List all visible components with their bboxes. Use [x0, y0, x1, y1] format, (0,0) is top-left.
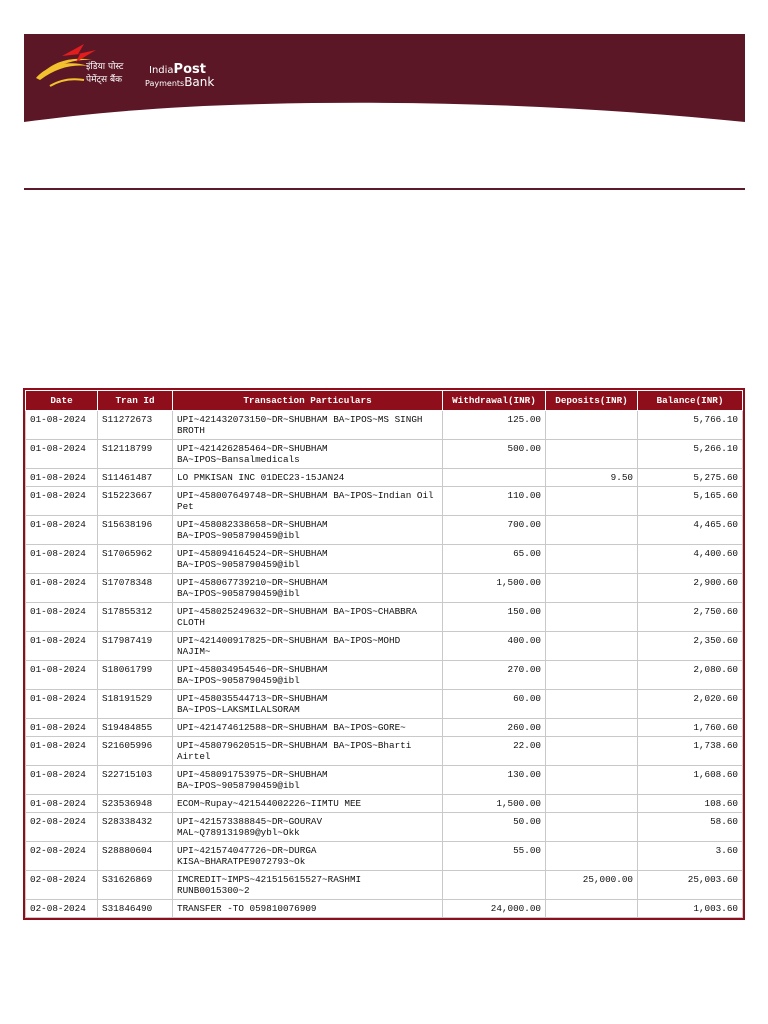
cell-particulars: UPI~421432073150~DR~SHUBHAM BA~IPOS~MS SINGH BROTH [173, 411, 443, 440]
cell-balance: 5,165.60 [638, 487, 743, 516]
table-row [26, 545, 743, 574]
cell-balance: 1,003.60 [638, 900, 743, 918]
cell-date: 01-08-2024 [26, 737, 98, 766]
cell-tran-id: S19484855 [98, 719, 173, 737]
column-header-tran-id: Tran Id [98, 391, 173, 411]
cell-tran-id: S21605996 [98, 737, 173, 766]
cell-tran-id: S17078348 [98, 574, 173, 603]
table-row [26, 516, 743, 545]
table-row [26, 632, 743, 661]
cell-date: 01-08-2024 [26, 632, 98, 661]
cell-balance: 2,750.60 [638, 603, 743, 632]
brand-payments-text: Payments [145, 79, 185, 88]
cell-balance: 4,400.60 [638, 545, 743, 574]
cell-tran-id: S23536948 [98, 795, 173, 813]
cell-tran-id: S15223667 [98, 487, 173, 516]
cell-particulars: UPI~421426285464~DR~SHUBHAM BA~IPOS~Bansalmedicals [173, 440, 443, 469]
cell-deposits [546, 516, 638, 545]
cell-balance: 2,350.60 [638, 632, 743, 661]
cell-balance: 3.60 [638, 842, 743, 871]
cell-deposits [546, 574, 638, 603]
cell-particulars: UPI~458094164524~DR~SHUBHAM BA~IPOS~9058790459@ibl [173, 545, 443, 574]
cell-balance: 4,465.60 [638, 516, 743, 545]
cell-withdrawal: 150.00 [443, 603, 546, 632]
cell-date: 01-08-2024 [26, 516, 98, 545]
table-header-row [26, 391, 743, 411]
cell-date: 02-08-2024 [26, 871, 98, 900]
cell-deposits [546, 737, 638, 766]
cell-date: 01-08-2024 [26, 719, 98, 737]
cell-withdrawal: 65.00 [443, 545, 546, 574]
cell-date: 01-08-2024 [26, 661, 98, 690]
brand-post-text: Post [173, 62, 206, 77]
cell-deposits: 25,000.00 [546, 871, 638, 900]
header-divider [24, 188, 745, 190]
table-row [26, 440, 743, 469]
cell-withdrawal [443, 871, 546, 900]
cell-tran-id: S11461487 [98, 469, 173, 487]
transactions-table [25, 390, 743, 918]
brand-hindi-line2: पेमेंट्स बैंक [86, 75, 123, 85]
cell-deposits [546, 719, 638, 737]
cell-withdrawal: 110.00 [443, 487, 546, 516]
cell-deposits [546, 411, 638, 440]
cell-tran-id: S31626869 [98, 871, 173, 900]
cell-deposits [546, 900, 638, 918]
cell-deposits [546, 440, 638, 469]
cell-withdrawal: 125.00 [443, 411, 546, 440]
cell-date: 01-08-2024 [26, 603, 98, 632]
cell-withdrawal: 1,500.00 [443, 574, 546, 603]
column-header-balance: Balance(INR) [638, 391, 743, 411]
table-body [26, 411, 743, 918]
table-row [26, 737, 743, 766]
cell-withdrawal: 55.00 [443, 842, 546, 871]
cell-particulars: UPI~421400917825~DR~SHUBHAM BA~IPOS~MOHD NAJIM~ [173, 632, 443, 661]
brand-english-line2 [145, 75, 214, 89]
cell-balance: 2,900.60 [638, 574, 743, 603]
cell-tran-id: S22715103 [98, 766, 173, 795]
table-row [26, 603, 743, 632]
cell-balance: 1,738.60 [638, 737, 743, 766]
cell-particulars: LO PMKISAN INC 01DEC23-15JAN24 [173, 469, 443, 487]
cell-deposits [546, 766, 638, 795]
cell-balance: 108.60 [638, 795, 743, 813]
cell-tran-id: S15638196 [98, 516, 173, 545]
brand-hindi-line1: इंडिया पोस्ट [86, 62, 124, 72]
cell-particulars: UPI~458034954546~DR~SHUBHAM BA~IPOS~9058790459@ibl [173, 661, 443, 690]
table-row [26, 574, 743, 603]
cell-withdrawal: 50.00 [443, 813, 546, 842]
cell-deposits [546, 632, 638, 661]
cell-tran-id: S18061799 [98, 661, 173, 690]
cell-deposits: 9.50 [546, 469, 638, 487]
cell-particulars: ECOM~Rupay~421544002226~IIMTU MEE [173, 795, 443, 813]
table-row [26, 842, 743, 871]
cell-withdrawal: 500.00 [443, 440, 546, 469]
cell-withdrawal: 700.00 [443, 516, 546, 545]
cell-tran-id: S17987419 [98, 632, 173, 661]
cell-tran-id: S12118799 [98, 440, 173, 469]
table-row [26, 719, 743, 737]
cell-withdrawal: 60.00 [443, 690, 546, 719]
cell-particulars: UPI~458082338658~DR~SHUBHAM BA~IPOS~9058790459@ibl [173, 516, 443, 545]
table-row [26, 766, 743, 795]
cell-deposits [546, 842, 638, 871]
cell-date: 02-08-2024 [26, 900, 98, 918]
cell-date: 01-08-2024 [26, 545, 98, 574]
cell-deposits [546, 813, 638, 842]
cell-withdrawal: 1,500.00 [443, 795, 546, 813]
cell-tran-id: S18191529 [98, 690, 173, 719]
cell-particulars: UPI~421474612588~DR~SHUBHAM BA~IPOS~GORE~ [173, 719, 443, 737]
cell-balance: 2,020.60 [638, 690, 743, 719]
cell-deposits [546, 795, 638, 813]
table-row [26, 469, 743, 487]
cell-tran-id: S17065962 [98, 545, 173, 574]
cell-balance: 58.60 [638, 813, 743, 842]
cell-balance: 5,766.10 [638, 411, 743, 440]
cell-tran-id: S11272673 [98, 411, 173, 440]
cell-tran-id: S28338432 [98, 813, 173, 842]
table-row [26, 487, 743, 516]
column-header-deposits: Deposits(INR) [546, 391, 638, 411]
table-row [26, 690, 743, 719]
cell-date: 01-08-2024 [26, 411, 98, 440]
column-header-date: Date [26, 391, 98, 411]
brand-india-text: India [149, 65, 174, 76]
cell-particulars: IMCREDIT~IMPS~421515615527~RASHMI RUNB0015300~2 [173, 871, 443, 900]
cell-date: 01-08-2024 [26, 690, 98, 719]
cell-balance: 5,275.60 [638, 469, 743, 487]
cell-deposits [546, 690, 638, 719]
cell-date: 01-08-2024 [26, 487, 98, 516]
cell-balance: 25,003.60 [638, 871, 743, 900]
table-row [26, 871, 743, 900]
cell-balance: 5,266.10 [638, 440, 743, 469]
cell-tran-id: S28880604 [98, 842, 173, 871]
cell-deposits [546, 661, 638, 690]
cell-balance: 1,760.60 [638, 719, 743, 737]
cell-particulars: UPI~458079620515~DR~SHUBHAM BA~IPOS~Bharti Airtel [173, 737, 443, 766]
table-row [26, 900, 743, 918]
cell-particulars: UPI~421573388845~DR~GOURAV MAL~Q789131989@ybl~Okk [173, 813, 443, 842]
cell-withdrawal: 260.00 [443, 719, 546, 737]
india-post-payments-bank-logo [32, 40, 215, 90]
brand-bank-text: Bank [184, 75, 215, 89]
cell-withdrawal [443, 469, 546, 487]
cell-withdrawal: 24,000.00 [443, 900, 546, 918]
cell-deposits [546, 545, 638, 574]
cell-withdrawal: 400.00 [443, 632, 546, 661]
cell-date: 01-08-2024 [26, 766, 98, 795]
cell-tran-id: S31846490 [98, 900, 173, 918]
cell-deposits [546, 487, 638, 516]
cell-particulars: UPI~421574047726~DR~DURGA KISA~BHARATPE9072793~Ok [173, 842, 443, 871]
table-row [26, 661, 743, 690]
cell-date: 02-08-2024 [26, 813, 98, 842]
cell-withdrawal: 130.00 [443, 766, 546, 795]
column-header-withdrawal: Withdrawal(INR) [443, 391, 546, 411]
header-banner [24, 34, 745, 124]
cell-withdrawal: 22.00 [443, 737, 546, 766]
cell-balance: 2,080.60 [638, 661, 743, 690]
cell-particulars: UPI~458091753975~DR~SHUBHAM BA~IPOS~9058790459@ibl [173, 766, 443, 795]
table-row [26, 795, 743, 813]
cell-particulars: UPI~458025249632~DR~SHUBHAM BA~IPOS~CHABBRA CLOTH [173, 603, 443, 632]
cell-particulars: UPI~458007649748~DR~SHUBHAM BA~IPOS~Indian Oil Pet [173, 487, 443, 516]
cell-particulars: UPI~458067739210~DR~SHUBHAM BA~IPOS~9058790459@ibl [173, 574, 443, 603]
cell-date: 01-08-2024 [26, 795, 98, 813]
column-header-particulars: Transaction Particulars [173, 391, 443, 411]
cell-date: 01-08-2024 [26, 469, 98, 487]
table-row [26, 411, 743, 440]
cell-deposits [546, 603, 638, 632]
cell-balance: 1,608.60 [638, 766, 743, 795]
cell-date: 02-08-2024 [26, 842, 98, 871]
cell-tran-id: S17855312 [98, 603, 173, 632]
cell-particulars: UPI~458035544713~DR~SHUBHAM BA~IPOS~LAKSMILALSORAM [173, 690, 443, 719]
cell-date: 01-08-2024 [26, 574, 98, 603]
cell-particulars: TRANSFER -TO 059810076909 [173, 900, 443, 918]
table-row [26, 813, 743, 842]
cell-date: 01-08-2024 [26, 440, 98, 469]
cell-withdrawal: 270.00 [443, 661, 546, 690]
